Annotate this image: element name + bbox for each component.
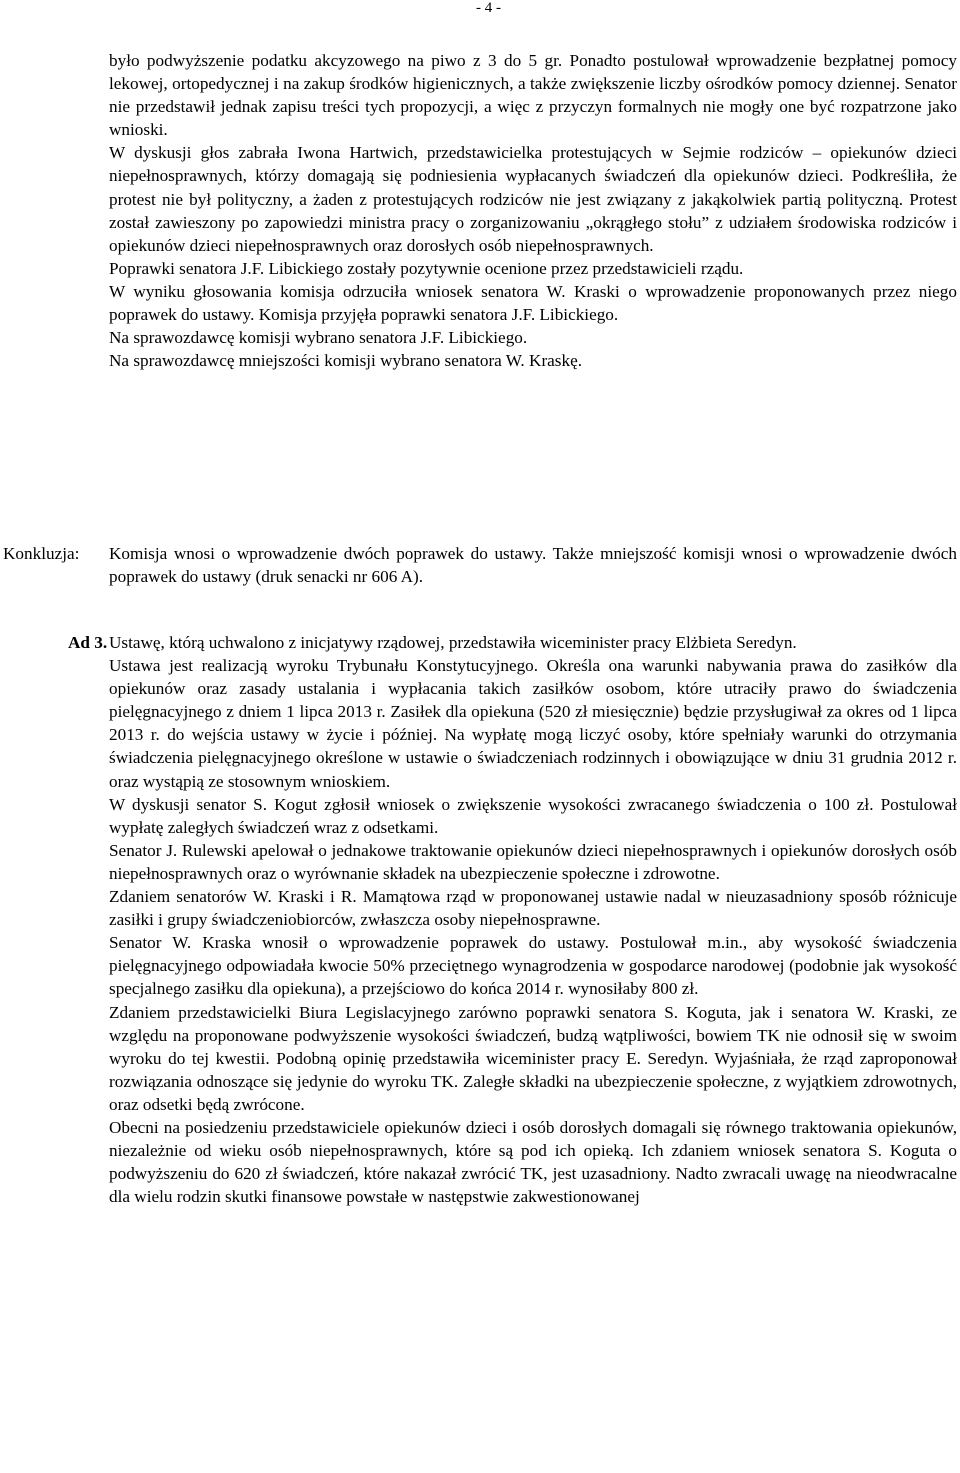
page-number: - 4 - (476, 0, 501, 16)
conclusion-label: Konkluzja: (3, 544, 80, 563)
paragraph-2: W dyskusji głos zabrała Iwona Hartwich, przedstawicielka protestujących w Sejmie rodziców – opiekunów dzieci niepełnosprawnych, którzy domagają się podniesienia wypłacanych świadczeń dla opiekunów dzieci. Podkreśliła, że protest nie był polityczny, a żaden z protestujących rodziców nie jest związany z jakąkolwiek partią polityczną. Protest został zawieszony po zapowiedzi ministra pracy o zorganizowaniu „okrągłego stołu” z udziałem środowiska rodziców i opiekunów dzieci niepełnosprawnych oraz dorosłych osób niepełnosprawnych. (109, 143, 957, 255)
agenda-item-3-body (109, 631, 957, 1208)
paragraph-6: Na sprawozdawcę mniejszości komisji wybrano senatora W. Kraskę. (109, 351, 582, 371)
ad3-paragraph-4: Senator J. Rulewski apelował o jednakowe traktowanie opiekunów dzieci niepełnosprawnych i opiekunów dorosłych osób niepełnosprawnych oraz o wyrównanie składek na ubezpieczenie społeczne i zdrowotne. (109, 840, 957, 883)
ad3-paragraph-3: W dyskusji senator S. Kogut zgłosił wniosek o zwiększenie wysokości zwracanego świadczenia o 100 zł. Postulował wypłatę zaległych świadczeń wraz z odsetkami. (109, 794, 957, 837)
ad3-paragraph-8: Obecni na posiedzeniu przedstawiciele opiekunów dzieci i osób dorosłych domagali się równego traktowania opiekunów, niezależnie od wieku osób niepełnosprawnych, które są pod ich opieką. Ich zdaniem wniosek senatora S. Koguta o podwyższeniu do 620 zł świadczeń, które nakazał zwrócić TK, jest uzasadniony. Nadto zwracali uwagę na nieodwracalne dla wielu rodzin skutki finansowe powstałe w następstwie zakwestionowanej (109, 1117, 957, 1207)
ad3-paragraph-6: Senator W. Kraska wnosił o wprowadzenie poprawek do ustawy. Postulował m.in., aby wysokość świadczenia pielęgnacyjnego odpowiadała kwocie 50% przeciętnego wynagrodzenia w gospodarce narodowej (podobnie jak wysokość specjalnego zasiłku dla opiekuna), a przejściowo do końca 2014 r. wynosiłaby 800 zł. (109, 933, 957, 999)
ad3-paragraph-1: Ustawę, którą uchwalono z inicjatywy rządowej, przedstawiła wiceminister pracy Elżbieta Seredyn. (109, 633, 797, 652)
paragraph-3: Poprawki senatora J.F. Libickiego zostały pozytywnie ocenione przez przedstawicieli rządu. (109, 258, 744, 278)
section-1-body (109, 49, 957, 372)
paragraph-4: W wyniku głosowania komisja odrzuciła wniosek senatora W. Kraski o wprowadzenie proponowanych przez niego poprawek do ustawy. Komisja przyjęła poprawki senatora J.F. Libickiego. (109, 281, 957, 325)
paragraph-1: było podwyższenie podatku akcyzowego na piwo z 3 do 5 gr. Ponadto postulował wprowadzenie bezpłatnej pomocy lekowej, ortopedycznej i na zakup środków higienicznych, a także zwiększenie liczby ośrodków pomocy dziennej. Senator nie przedstawił jednak zapisu treści tych propozycji, a więc z przyczyn formalnych nie mogły one być rozpatrzone jako wnioski. (109, 51, 957, 140)
ad3-paragraph-7: Zdaniem przedstawicielki Biura Legislacyjnego zarówno poprawki senatora S. Koguta, jak i senatora W. Kraski, ze względu na proponowane podwyższenie wysokości świadczeń, budzą wątpliwości, bowiem TK nie odnosił się w swoim wyroku do tej kwestii. Podobną opinię przedstawiła wiceminister pracy E. Seredyn. Wyjaśniała, że rząd zaproponował rozwiązania odnoszące się jedynie do wyroku TK. Zaległe składki na ubezpieczenie społeczne, z wyjątkiem zdrowotnych, oraz odsetki będą zwrócone. (109, 1002, 957, 1114)
ad3-paragraph-5: Zdaniem senatorów W. Kraski i R. Mamątowa rząd w proponowanej ustawie nadal w nieuzasadniony sposób różnicuje zasiłki i grupy świadczeniobiorców, zwłaszcza osoby niepełnosprawne. (109, 887, 957, 930)
agenda-item-3-label: Ad 3. (68, 633, 108, 652)
conclusion-text: Komisja wnosi o wprowadzenie dwóch poprawek do ustawy. Także mniejszość komisji wnosi o wprowadzenie dwóch poprawek do ustawy (druk senacki nr 606 A). (109, 544, 957, 587)
paragraph-5: Na sprawozdawcę komisji wybrano senatora J.F. Libickiego. (109, 328, 528, 348)
ad3-paragraph-2: Ustawa jest realizacją wyroku Trybunału Konstytucyjnego. Określa ona warunki nabywania prawa do zasiłków dla opiekunów oraz zasady ustalania i wypłacania takich zasiłków osobom, które utraciły prawo do świadczenia pielęgnacyjnego z dniem 1 lipca 2013 r. Zasiłek dla opiekuna (520 zł miesięcznie) będzie przysługiwał za okres od 1 lipca 2013 r. do wejścia ustawy w życie i później. Na wypłatę mogą liczyć osoby, które spełniały warunki do otrzymania świadczenia pielęgnacyjnego określone w ustawie o świadczeniach rodzinnych i obowiązujące w dniu 31 grudnia 2012 r. oraz wystąpią ze stosownym wnioskiem. (109, 656, 957, 791)
